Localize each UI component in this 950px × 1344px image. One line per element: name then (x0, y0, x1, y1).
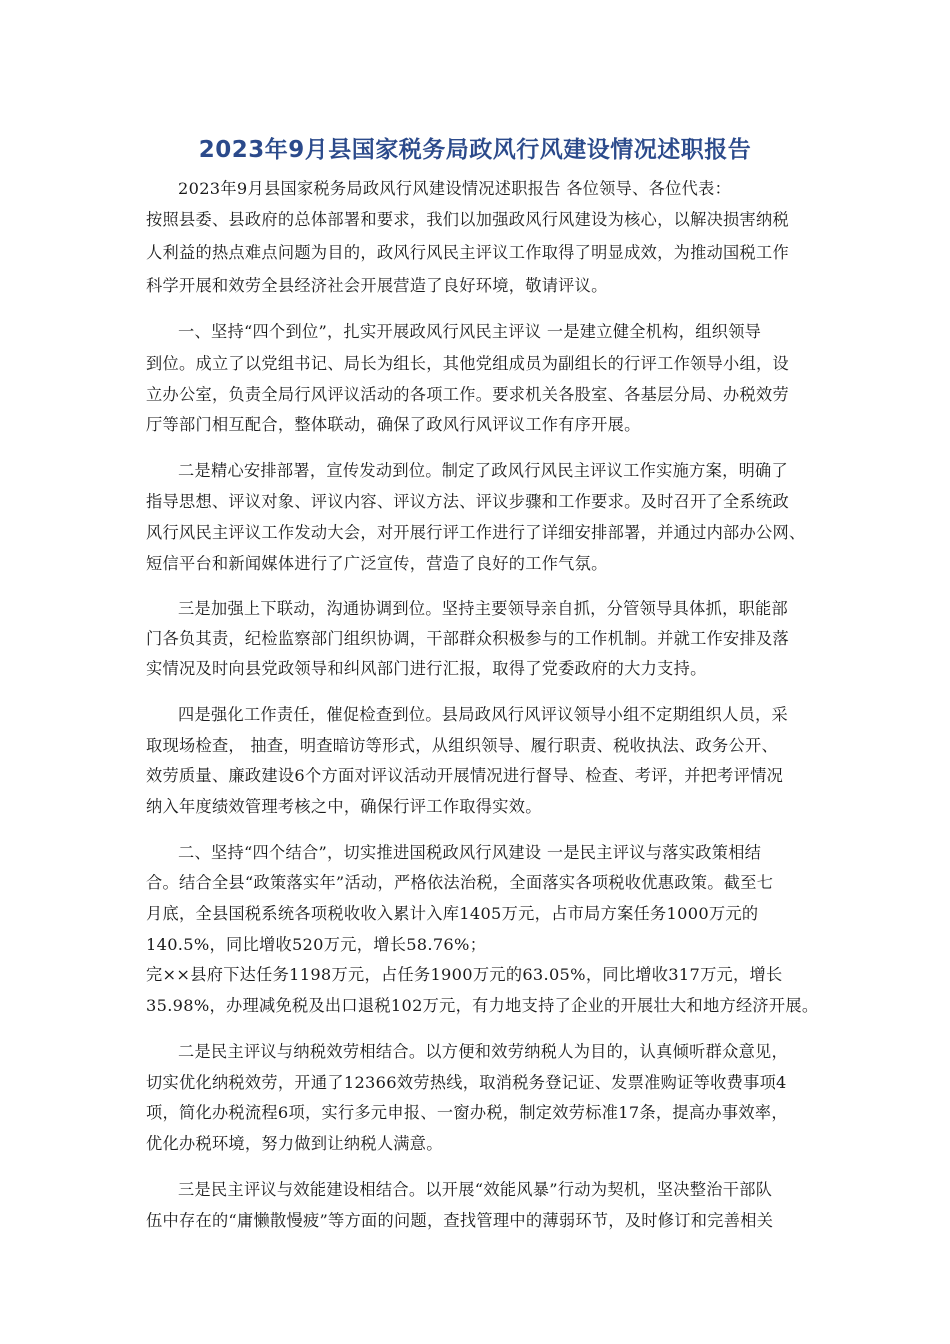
text-line: 二、坚持“四个结合”，切实推进国税政风行风建设 一是民主评议与落实政策相结 (178, 843, 762, 862)
text-line: 厅等部门相互配合，整体联动，确保了政风行风评议工作有序开展。 (146, 415, 641, 434)
text-line: 合。结合全县“政策落实年”活动，严格依法治税，全面落实各项税收优惠政策。截至七 (146, 873, 774, 892)
document-title: 2023年9月县国家税务局政风行风建设情况述职报告 (198, 137, 752, 163)
text-line: 效劳质量、廉政建设6个方面对评议活动开展情况进行督导、检查、考评，并把考评情况 (146, 766, 784, 785)
text-line: 风行风民主评议工作发动大会，对开展行评工作进行了详细安排部署，并通过内部办公网、 (146, 523, 806, 542)
text-line: 指导思想、评议对象、评议内容、评议方法、评议步骤和工作要求。及时召开了全系统政 (146, 492, 790, 511)
text-line: 门各负其责，纪检监察部门组织协调，干部群众积极参与的工作机制。并就工作安排及落 (146, 629, 790, 648)
text-line: 2023年9月县国家税务局政风行风建设情况述职报告 各位领导、各位代表： (178, 179, 732, 198)
text-line: 优化办税环境，努力做到让纳税人满意。 (146, 1134, 443, 1153)
text-line: 纳入年度绩效管理考核之中，确保行评工作取得实效。 (146, 797, 542, 816)
text-line: 140.5%，同比增收520万元，增长58.76%； (146, 935, 487, 954)
text-line: 按照县委、县政府的总体部署和要求，我们以加强政风行风建设为核心，以解决损害纳税 (146, 210, 790, 229)
text-line: 科学开展和效劳全县经济社会开展营造了良好环境，敬请评议。 (146, 276, 608, 295)
text-line: 完××县府下达任务1198万元，占任务1900万元的63.05%，同比增收317万元，增长 (146, 965, 783, 984)
text-line: 四是强化工作责任，催促检查到位。县局政风行风评议领导小组不定期组织人员，采 (178, 705, 789, 724)
text-line: 一、坚持“四个到位”，扎实开展政风行风民主评议 一是建立健全机构，组织领导 (178, 322, 762, 341)
text-line: 35.98%，办理减免税及出口退税102万元，有力地支持了企业的开展壮大和地方经济开展。 (146, 996, 819, 1015)
text-line: 到位。成立了以党组书记、局长为组长，其他党组成员为副组长的行评工作领导小组，设 (146, 354, 790, 373)
text-line: 人利益的热点难点问题为目的，政风行风民主评议工作取得了明显成效，为推动国税工作 (146, 243, 790, 262)
text-line: 实情况及时向县党政领导和纠风部门进行汇报，取得了党委政府的大力支持。 (146, 659, 707, 678)
text-line: 切实优化纳税效劳，开通了12366效劳热线，取消税务登记证、发票准购证等收费事项4 (146, 1073, 787, 1092)
text-line: 取现场检查， 抽查，明查暗访等形式，从组织领导、履行职责、税收执法、政务公开、 (146, 736, 778, 755)
text-line: 三是加强上下联动，沟通协调到位。坚持主要领导亲自抓，分管领导具体抓，职能部 (178, 599, 789, 618)
text-line: 二是精心安排部署，宣传发动到位。制定了政风行风民主评议工作实施方案，明确了 (178, 461, 789, 480)
text-line: 二是民主评议与纳税效劳相结合。以方便和效劳纳税人为目的，认真倾听群众意见， (178, 1042, 789, 1061)
text-line: 短信平台和新闻媒体进行了广泛宣传，营造了良好的工作气氛。 (146, 554, 608, 573)
text-line: 项，简化办税流程6项，实行多元申报、一窗办税，制定效劳标准17条，提高办事效率， (146, 1103, 788, 1122)
text-line: 三是民主评议与效能建设相结合。以开展“效能风暴”行动为契机，坚决整治干部队 (178, 1180, 773, 1199)
text-line: 立办公室，负责全局行风评议活动的各项工作。要求机关各股室、各基层分局、办税效劳 (146, 385, 790, 404)
text-line: 伍中存在的“庸懒散慢疲”等方面的问题，查找管理中的薄弱环节，及时修订和完善相关 (146, 1211, 774, 1230)
text-line: 月底，全县国税系统各项税收收入累计入库1405万元，占市局方案任务1000万元的 (146, 904, 759, 923)
